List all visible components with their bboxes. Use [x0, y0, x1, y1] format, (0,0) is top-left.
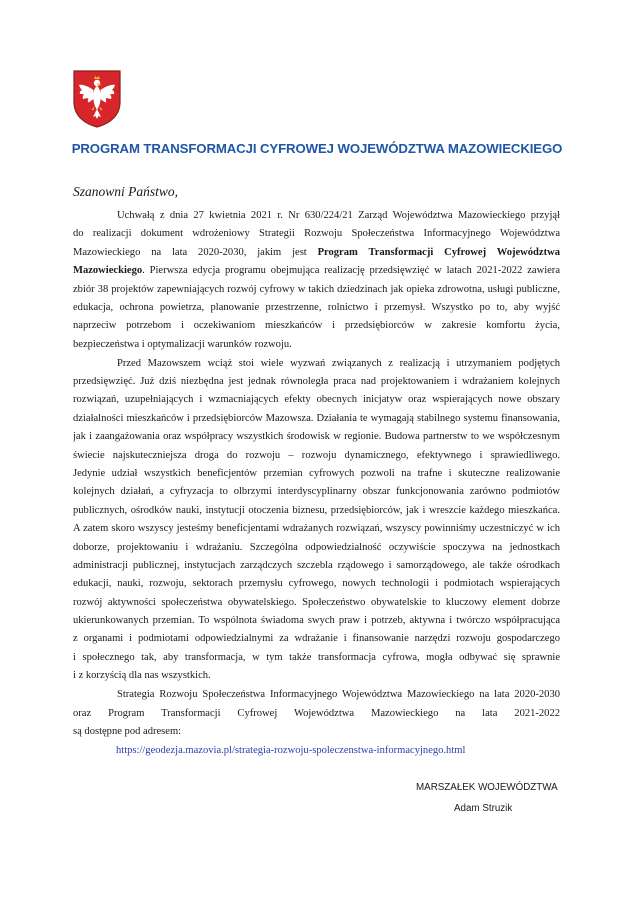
paragraph1-line: naprzeciw potrzebom i oczekiwaniom mieszkańców i przedsiębiorców w zakresie komfortu życia,: [73, 320, 560, 332]
paragraph1-line-mixed: [73, 244, 560, 262]
paragraph2-line: Przed Mazowszem wciąż stoi wiele wyzwań związanych z realizacją i utrzymaniem podjętych: [117, 357, 560, 369]
strategy-link[interactable]: https://geodezja.mazovia.pl/strategia-rozwoju-spoleczenstwa-informacyjnego.html: [116, 745, 466, 756]
paragraph3-line: są dostępne pod adresem:: [73, 725, 182, 737]
paragraph2-line: i z korzyścią dla nas wszystkich.: [73, 670, 211, 682]
paragraph1-text: Mazowieckiego na lata 2020-2030, jakim jest: [73, 246, 307, 258]
paragraph1-line: edukacja, ochrona powietrza, planowanie przestrzenne, rolnictwo i przemysł. Wszystko po to, aby wyjść: [73, 301, 560, 313]
paragraph2-line: edukacji, nauki, rozwoju, sektorach przemysłu cyfrowego, nowych technologii i podmiotach wspierających: [73, 578, 560, 590]
paragraph2-line: kolejnych działań, a cyfryzacja to olbrzymi interdyscyplinarny obszar funkcjonowania zarówno podmiotów: [73, 486, 560, 498]
paragraph2-line: rozwój aktywności społeczeństwa obywatelskiego. Społeczeństwo obywatelskie to kluczowy element dobrze: [73, 596, 560, 608]
program-name-bold: Program Transformacji Cyfrowej Województwa: [317, 246, 560, 258]
paragraph3-line: oraz Program Transformacji Cyfrowej Województwa Mazowieckiego na lata 2021-2022: [73, 707, 560, 719]
paragraph2-line: doborze, projektowaniu i wdrażaniu. Szczególna odpowiedzialność oczywiście spoczywa na jednostkach: [73, 541, 560, 553]
paragraph2-line: i społecznego tak, aby transformacja, w tym także transformacja cyfrowa, mogła odbywać się sprawnie: [73, 651, 560, 663]
paragraph1-line: zbiór 38 projektów zapewniających rozwój cyfrowy w takich dziedzinach jak opieka zdrowotna, usługi publiczne,: [73, 283, 560, 295]
greeting: Szanowni Państwo,: [73, 184, 179, 199]
signer-name: Adam Struzik: [454, 803, 513, 814]
paragraph2-line: świecie najskuteczniejsza droga do rozwoju – rozwoju dynamicznego, efektywnego i sprawiedliwego.: [73, 449, 560, 461]
paragraph2-line: ukierunkowanych przemian. To wspólnota świadoma swych praw i potrzeb, aktywna i twórczo współpracująca: [73, 615, 560, 627]
paragraph1-line: bezpieczeństwa i optymalizacji warunków rozwoju.: [73, 338, 292, 350]
paragraph1-line-mixed: [73, 262, 560, 280]
paragraph2-line: Jedynie udział wszystkich beneficjentów przemian cyfrowych pozwoli na trafne i skuteczne realizowanie: [73, 467, 560, 479]
paragraph2-line: przedsięwzięć. Już dziś niezbędna jest jednak równoległa praca nad projektowaniem i wdrażaniem kolejnych: [73, 376, 560, 388]
paragraph2-line: działalności mieszkańców i przedsiębiorców Mazowsza. Działania te wymagają stabilnego systemu finansowania,: [73, 412, 560, 424]
paragraph2-line: jak i zaangażowania oraz współpracy wszystkich środowisk w regionie. Budowa partnerstw to we współczesnym: [73, 431, 560, 443]
mazovia-coat-of-arms-icon: [73, 70, 121, 128]
letter-body: [73, 207, 560, 741]
paragraph2-line: rozwiązań, uzupełniających i wzmacniających efekty obecnych inicjatyw oraz wspierających nowe obszary: [73, 394, 560, 406]
paragraph2-line: publicznych, ośrodków nauki, instytucji otoczenia biznesu, przedsiębiorców, jak i wreszcie każdego mieszkańca.: [73, 504, 560, 516]
paragraph1-line: do realizacji dokument wdrożeniowy Strategii Rozwoju Społeczeństwa Informacyjnego Województwa: [73, 228, 560, 240]
paragraph1-line: Uchwałą z dnia 27 kwietnia 2021 r. Nr 630/224/21 Zarząd Województwa Mazowieckiego przyjął: [117, 210, 560, 221]
paragraph2-line: administracji publicznej, instytucjach zarządczych szczebla rządowego i samorządowego, ale także ośrodkach: [73, 559, 560, 571]
program-name-bold: Mazowieckiego: [73, 265, 143, 277]
signer-title: MARSZAŁEK WOJEWÓDZTWA: [416, 782, 558, 793]
paragraph2-line: z organami i podmiotami odpowiedzialnymi za wdrażanie i finansowanie narzędzi rozwoju gospodarczego: [73, 633, 560, 645]
document-title: PROGRAM TRANSFORMACJI CYFROWEJ WOJEWÓDZTWA MAZOWIECKIEGO: [71, 141, 563, 156]
paragraph1-text: . Pierwsza edycja programu obejmująca realizację przedsięwzięć w latach 2021-2022 zawiera: [142, 265, 560, 277]
paragraph2-line: A zatem skoro wszyscy jesteśmy beneficjentami wdrażanych rozwiązań, wszyscy powinniśmy uczestniczyć w ich: [73, 523, 560, 535]
paragraph3-line: Strategia Rozwoju Społeczeństwa Informacyjnego Województwa Mazowieckiego na lata 2020-2030: [117, 689, 560, 701]
